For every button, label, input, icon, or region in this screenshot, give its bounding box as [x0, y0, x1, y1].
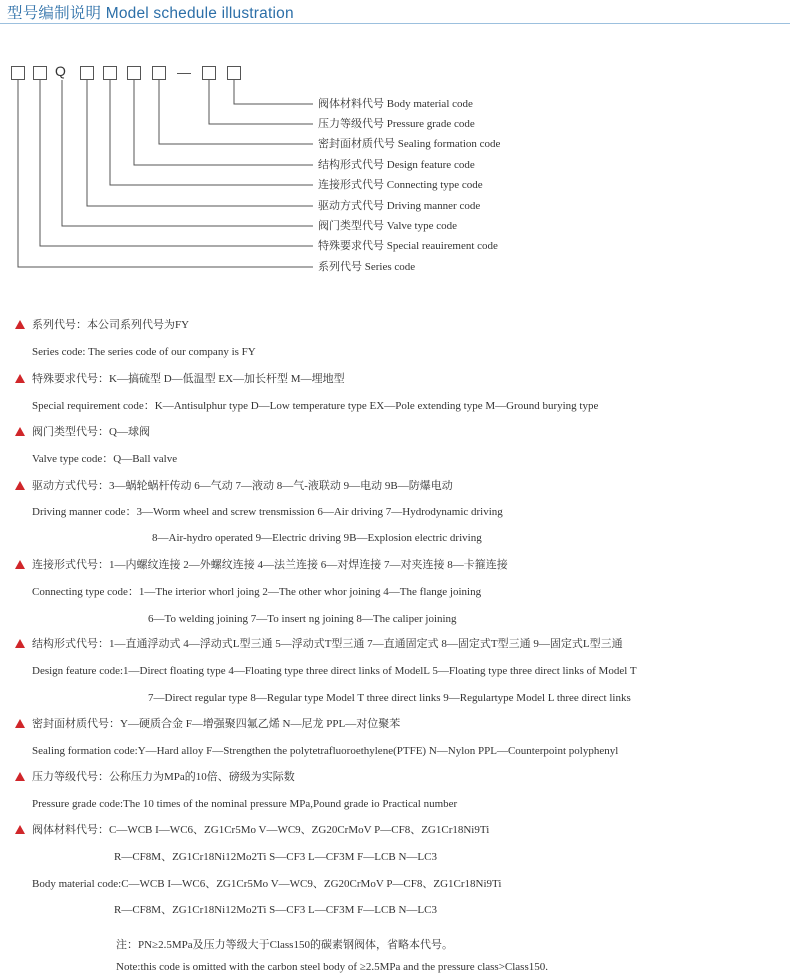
section-sealing-en: Sealing formation code:Y—Hard alloy F—Strengthen the polytetrafluoroethylene(PTFE) N—Nylon PPL—Counterpoint polyphenyl — [32, 745, 619, 757]
section-driving-en-1: Driving manner code：3—Worm wheel and screw trensmission 6—Air driving 7—Hydrodynamic driving — [32, 506, 503, 518]
code-letter-valve-type: Q — [55, 63, 66, 79]
section-body-material-en-1: Body material code:C—WCB I—WC6、ZG1Cr5Mo V—WC9、ZG20CrMoV P—CF8、ZG1Cr18Ni9Ti — [32, 878, 502, 890]
connector-sealing — [159, 80, 313, 144]
marker-triangle-icon — [15, 320, 25, 329]
section-driving-en-2: 8—Air-hydro operated 9—Electric driving 9B—Explosion electric driving — [152, 532, 482, 544]
code-label-pressure: 压力等级代号 Pressure grade code — [318, 118, 475, 130]
section-special-en: Special requirement code：K—Antisulphur type D—Low temperature type EX—Pole extending type M—Ground burying type — [32, 400, 599, 412]
section-body-material-cn-1: 阀体材料代号：C—WCB I—WC6、ZG1Cr5Mo V—WC9、ZG20CrMoV P—CF8、ZG1Cr18Ni9Ti — [32, 824, 490, 836]
note-en: Note:this code is omitted with the carbon steel body of ≥2.5MPa and the pressure class>Class150. — [116, 961, 548, 973]
code-label-series: 系列代号 Series code — [318, 261, 416, 273]
section-design-en-1: Design feature code:1—Direct floating type 4—Floating type three direct links of ModelL 5—Floating type three direct links of Model T — [32, 665, 637, 677]
code-label-connecting: 连接形式代号 Connecting type code — [318, 179, 483, 191]
marker-triangle-icon — [15, 427, 25, 436]
section-connecting-cn: 连接形式代号：1—内螺纹连接 2—外螺纹连接 4—法兰连接 6—对焊连接 7—对夹连接 8—卡箍连接 — [32, 559, 508, 571]
marker-triangle-icon — [15, 639, 25, 648]
section-pressure-cn: 压力等级代号：公称压力为MPa的10倍、磅级为实际数 — [32, 771, 295, 783]
connector-design — [134, 80, 313, 165]
marker-triangle-icon — [15, 481, 25, 490]
connector-valve-type — [62, 80, 313, 226]
connector-driving — [87, 80, 313, 206]
connector-connecting — [110, 80, 313, 185]
section-connecting-en-1: Connecting type code：1—The irterior whorl joing 2—The other whor joining 4—The flange joining — [32, 586, 482, 598]
code-label-special: 特殊要求代号 Special reauirement code — [318, 240, 498, 252]
marker-triangle-icon — [15, 374, 25, 383]
page-title: 型号编制说明 Model schedule illustration — [7, 5, 294, 22]
code-label-design: 结构形式代号 Design feature code — [318, 159, 475, 171]
section-design-en-2: 7—Direct regular type 8—Regular type Model T three direct links 9—Regulartype Model L three direct links — [148, 692, 631, 704]
section-design-cn: 结构形式代号：1—直通浮动式 4—浮动式L型三通 5—浮动式T型三通 7—直通固定式 8—固定式T型三通 9—固定式L型三通 — [32, 638, 623, 650]
section-body-material-cn-2: R—CF8M、ZG1Cr18Ni12Mo2Ti S—CF3 L—CF3M F—LCB N—LC3 — [114, 851, 437, 863]
code-label-driving: 驱动方式代号 Driving manner code — [318, 200, 481, 212]
code-label-sealing: 密封面材质代号 Sealing formation code — [318, 138, 501, 150]
connector-pressure — [209, 80, 313, 124]
note-cn: 注：PN≥2.5MPa及压力等级大于Class150的碳素钢阀体，省略本代号。 — [116, 939, 453, 951]
section-driving-cn: 驱动方式代号：3—蜗轮蜗杆传动 6—气动 7—液动 8—气-液联动 9—电动 9B—防爆电动 — [32, 480, 453, 492]
section-connecting-en-2: 6—To welding joining 7—To insert ng joining 8—The caliper joining — [148, 613, 457, 625]
marker-triangle-icon — [15, 560, 25, 569]
connector-body-material — [234, 80, 313, 104]
section-sealing-cn: 密封面材质代号：Y—硬质合金 F—增强聚四氟乙烯 N—尼龙 PPL—对位聚苯 — [32, 718, 401, 730]
code-label-valve-type: 阀门类型代号 Valve type code — [318, 220, 457, 232]
connector-special — [40, 80, 313, 246]
section-series-cn: 系列代号：本公司系列代号为FY — [32, 319, 190, 331]
section-valve-type-cn: 阀门类型代号：Q—球阀 — [32, 426, 150, 438]
code-label-body-material: 阀体材料代号 Body material code — [318, 98, 473, 110]
marker-triangle-icon — [15, 772, 25, 781]
marker-triangle-icon — [15, 719, 25, 728]
section-special-cn: 特殊要求代号：K—搞硫型 D—低温型 EX—加长杆型 M—埋地型 — [32, 373, 345, 385]
marker-triangle-icon — [15, 825, 25, 834]
section-series-en: Series code: The series code of our company is FY — [32, 346, 256, 358]
section-valve-type-en: Valve type code：Q—Ball valve — [32, 453, 178, 465]
section-pressure-en: Pressure grade code:The 10 times of the nominal pressure MPa,Pound grade io Practical number — [32, 798, 458, 810]
section-body-material-en-2: R—CF8M、ZG1Cr18Ni12Mo2Ti S—CF3 L—CF3M F—LCB N—LC3 — [114, 904, 437, 916]
